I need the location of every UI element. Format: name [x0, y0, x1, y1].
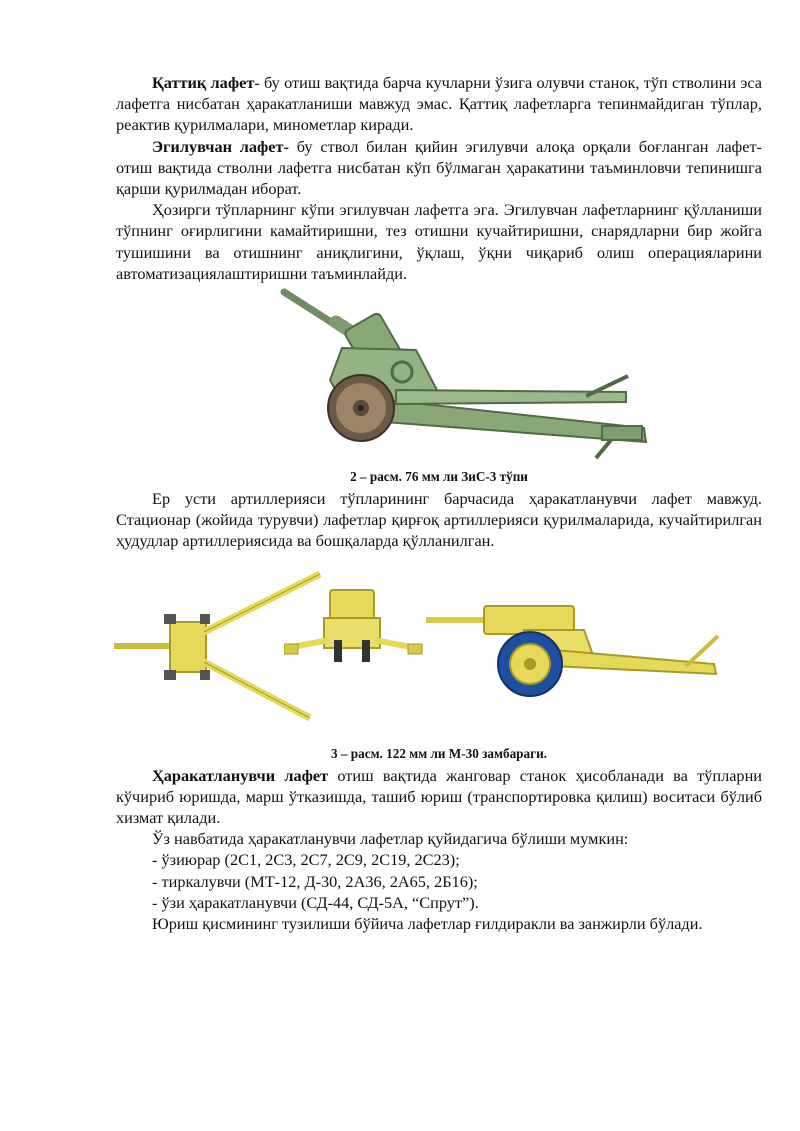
figure-zis3-gun	[116, 288, 762, 468]
m30-front-view-illustration	[284, 584, 424, 694]
list-item: - ўзиюрар (2С1, 2С3, 2С7, 2С9, 2С19, 2С23);	[152, 850, 460, 870]
paragraph-mobile-carriage	[116, 765, 762, 829]
paragraph-running-gear: Юриш қисмининг тузилиши бўйича лафетлар ғилдиракли ва занжирли бўлади.	[152, 914, 703, 934]
paragraph-text: бу ствол билан қийин эгилувчи алоқа орқали боғланган лафет- отиш вақтида стволни лафетга нисбатан кўп бўлмаган ҳаракатини таъминловчи тепинишга қарши қурилмадан иборат.	[116, 136, 762, 199]
paragraph-flexible-carriage	[116, 136, 762, 200]
term-rigid-carriage: Қаттиқ лафет	[152, 73, 255, 92]
paragraph-ground-artillery: Ер усти артиллерияси тўпларининг барчасида ҳаракатланувчи лафет мавжуд. Стационар (жойида турувчи) лафетлар қирғоқ артиллерияси қурилмаларида, кучайтирилган ҳудудлар артиллериясида ва бошқаларда қўлланилган.	[116, 489, 762, 551]
zis3-gun-illustration	[116, 288, 762, 468]
paragraph-text: отиш вақтида жанговар станок ҳисобланади ва тўпларни кўчириб юришда, марш ўтказишда, ташиб юриш (транспортировка қилиш) воситаси бўлиб хизмат қилади.	[116, 765, 762, 828]
term-mobile-carriage: Ҳаракатланувчи лафет	[152, 765, 329, 785]
figure-2-caption: 2 – расм. 76 мм ли ЗиС-3 тўпи	[350, 469, 528, 485]
paragraph-modern-guns: Ҳозирги тўпларнинг кўпи эгилувчан лафетга эга. Эгилувчан лафетларнинг қўлланиши тўпнинг оғирлигини камайтиришни, тез отишни кучайтиришни, снарядларни бир жойга тушишини ва отишнинг аниқлигини, ўқлаш, ўқни чиқариб олиш операцияларини автоматизациялаштиришни таъминлайди.	[116, 200, 762, 283]
term-flexible-carriage: Эгилувчан лафет-	[152, 136, 289, 156]
list-item: - тиркалувчи (МТ-12, Д-30, 2А36, 2А65, 2Б16);	[152, 871, 478, 891]
m30-side-view-illustration	[424, 570, 724, 710]
document-page	[116, 72, 762, 934]
paragraph-rigid-carriage	[116, 72, 762, 136]
paragraph-mobile-types-intro: Ўз навбатида ҳаракатланувчи лафетлар қуйидагича бўлиши мумкин:	[152, 829, 629, 849]
figure-3-caption: 3 – расм. 122 мм ли М-30 замбараги.	[331, 745, 547, 761]
list-item: - ўзи ҳаракатланувчи (СД-44, СД-5А, “Спрут”).	[152, 892, 479, 912]
paragraph-text: - бу отиш вақтида барча кучларни ўзига олувчи станок, тўп стволини эса лафетга нисбатан ҳаракатланиши мавжуд эмас. Қаттиқ лафетларга тепинмайдиган тўплар, реактив қурилмалари, минометлар киради.	[116, 73, 762, 135]
figure-m30-howitzer	[116, 570, 762, 745]
